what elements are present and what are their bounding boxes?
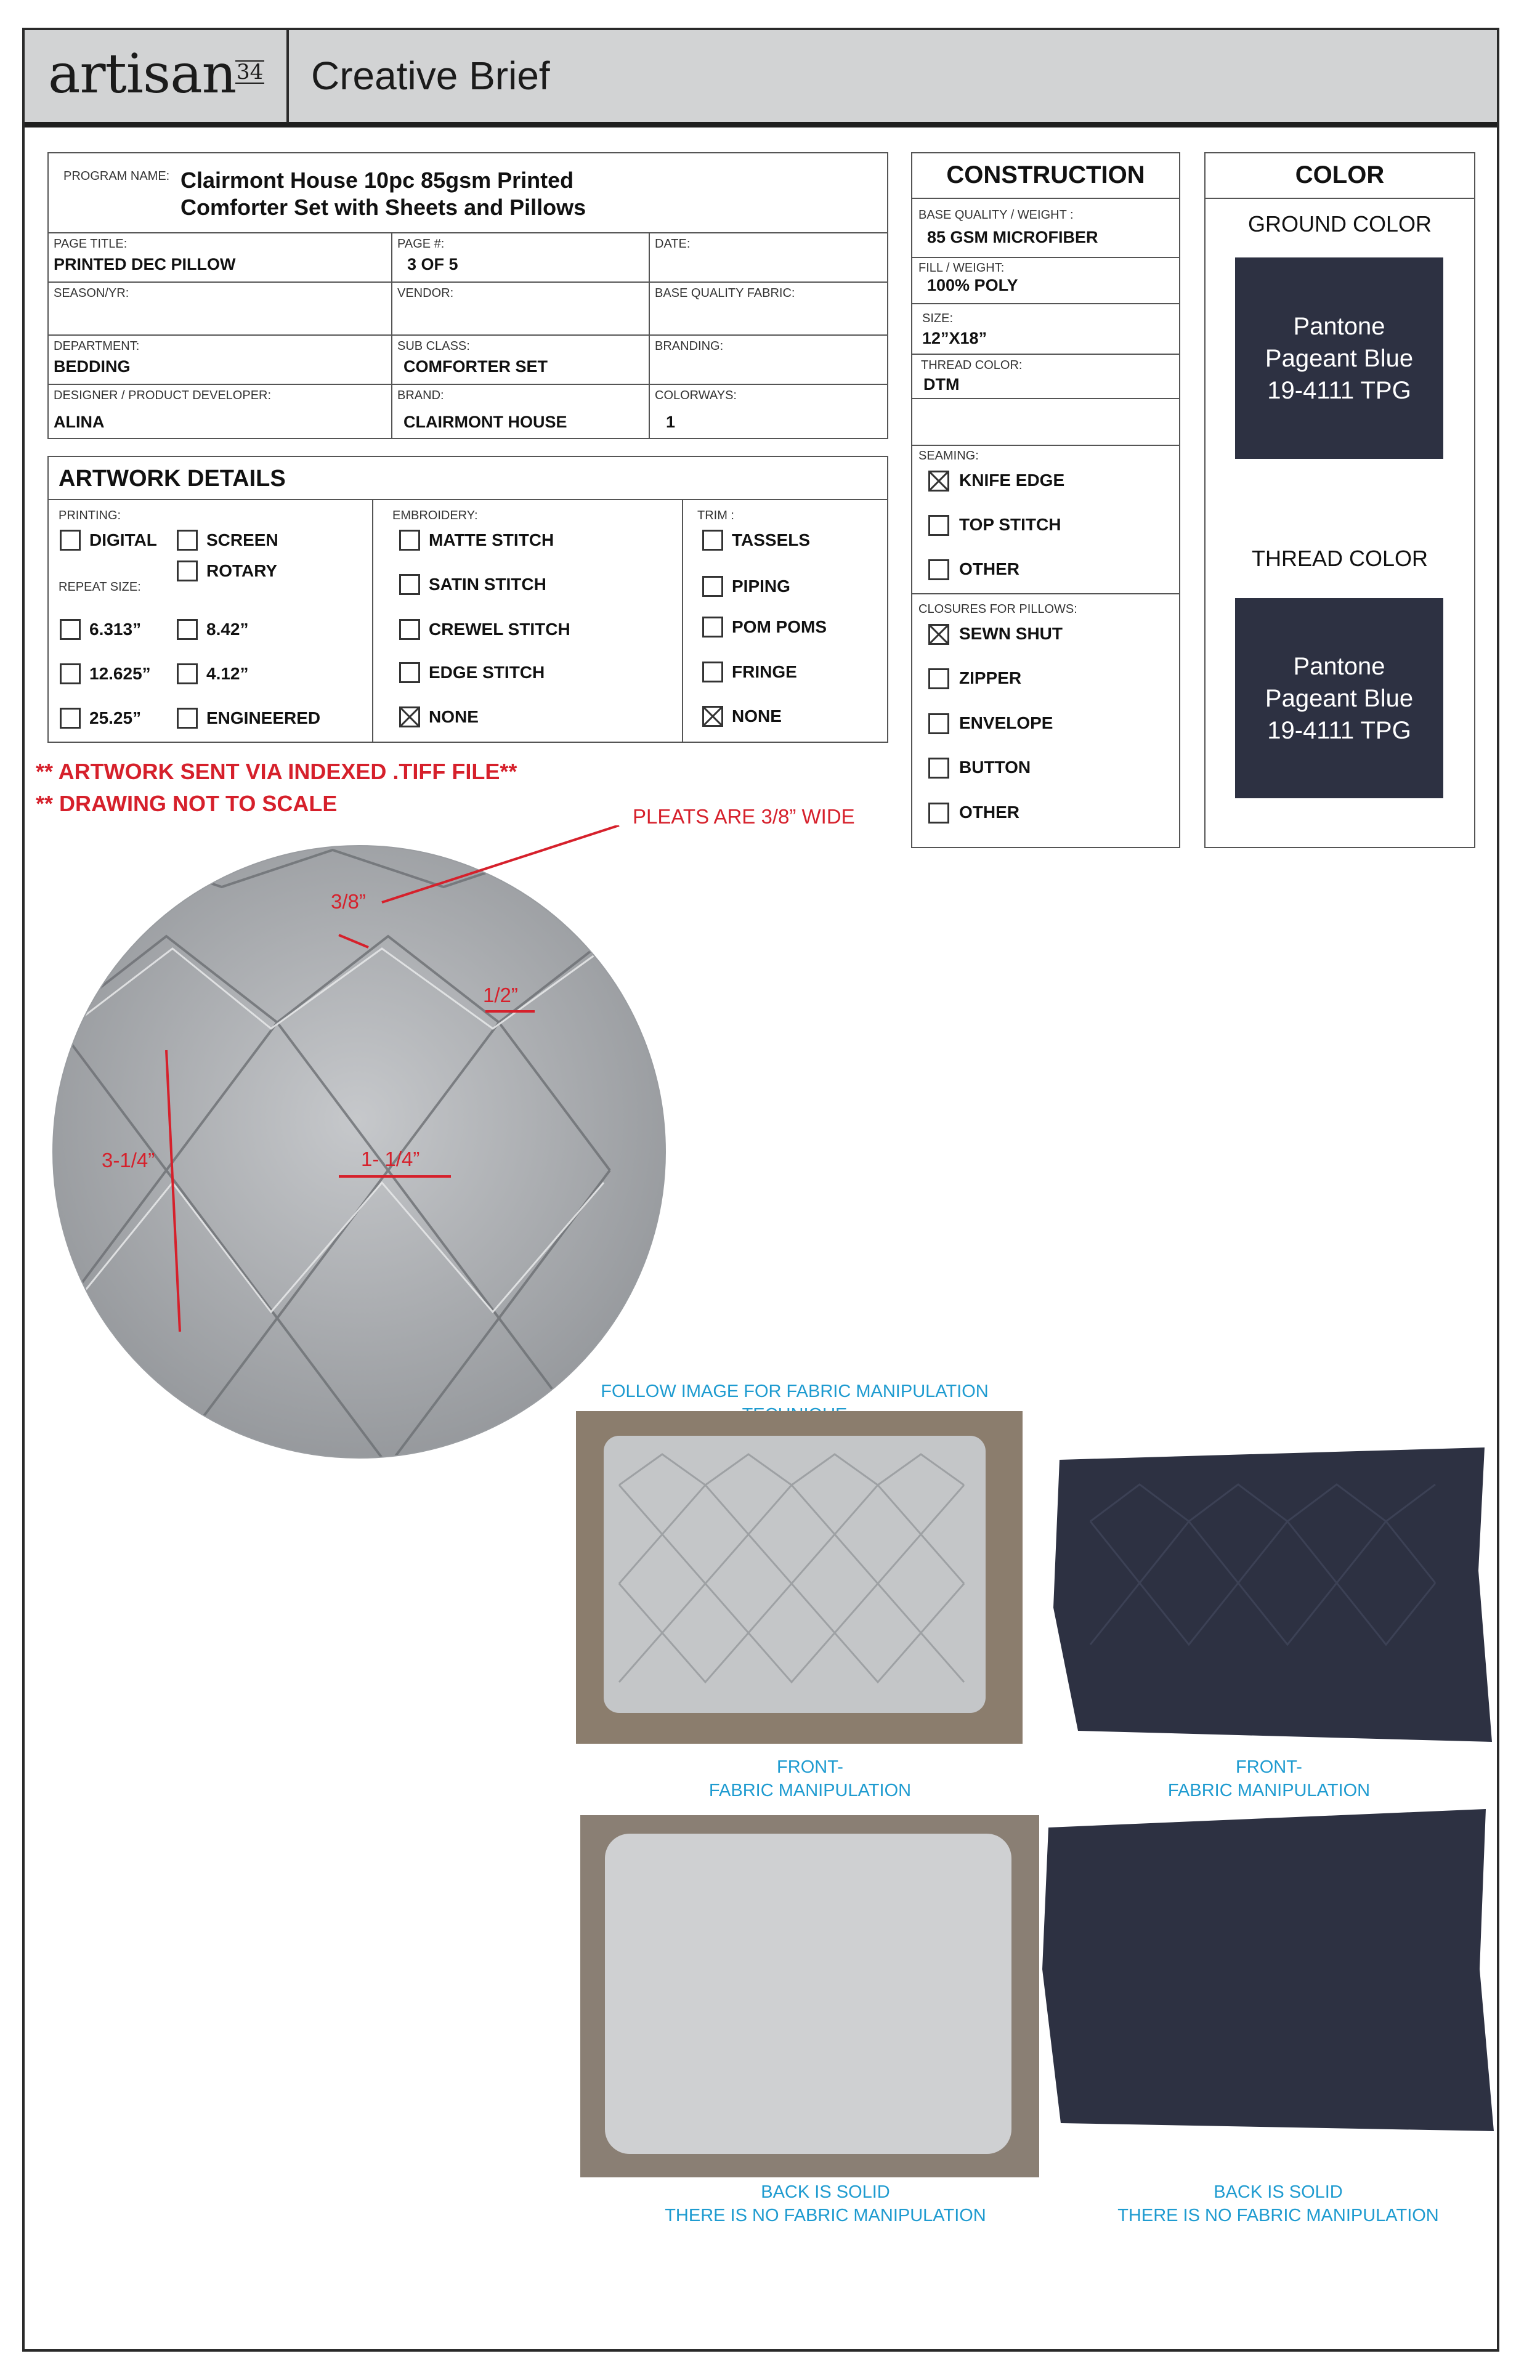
matte-stitch-checkbox[interactable] (399, 530, 420, 551)
back-gray-caption (616, 2180, 1035, 2227)
swatch2-line2: Pageant Blue (1265, 684, 1414, 712)
brand-label: BRAND: (397, 389, 444, 402)
base-quality-value: 85 GSM MICROFIBER (927, 228, 1098, 246)
matte-stitch-label: MATTE STITCH (429, 530, 554, 549)
ground-color-label: GROUND COLOR (1247, 211, 1432, 237)
screen-checkbox[interactable] (177, 530, 198, 551)
follow-image-caption: FOLLOW IMAGE FOR FABRIC MANIPULATION (601, 1382, 989, 1401)
front-navy-caption (1096, 1755, 1441, 1802)
printing-label: PRINTING: (59, 509, 121, 522)
construction-title-rule (911, 198, 1180, 199)
closure-other-label: OTHER (959, 803, 1019, 822)
color-title-rule (1204, 198, 1475, 199)
swatch1-line1: Pantone (1293, 312, 1385, 340)
measure-1-2: 1/2” (483, 984, 518, 1006)
repeat-12625-checkbox[interactable] (60, 663, 81, 684)
engineered-checkbox[interactable] (177, 708, 198, 729)
envelope-checkbox[interactable] (928, 713, 949, 734)
artwork-title: ARTWORK DETAILS (59, 466, 286, 492)
front-gray-caption-line1: FRONT- (777, 1757, 843, 1777)
fringe-label: FRINGE (732, 662, 797, 681)
top-stitch-checkbox[interactable] (928, 515, 949, 536)
repeat-412-label: 4.12” (206, 664, 249, 683)
check-x-icon (930, 626, 947, 643)
zipper-checkbox[interactable] (928, 668, 949, 689)
page-title-cell (48, 233, 392, 282)
embroidery-none-checkbox[interactable] (399, 706, 420, 727)
thread-color-label: THREAD COLOR: (921, 358, 1023, 372)
page-title-label: PAGE TITLE: (54, 237, 128, 251)
piping-label: PIPING (732, 577, 790, 596)
designer-label: DESIGNER / PRODUCT DEVELOPER: (54, 389, 272, 402)
button-checkbox[interactable] (928, 758, 949, 779)
department-value: BEDDING (54, 357, 131, 376)
base-quality-label: BASE QUALITY / WEIGHT : (918, 208, 1074, 222)
brand-logo-number: 34 (237, 60, 264, 84)
date-label: DATE: (655, 237, 691, 251)
trim-none-checkbox[interactable] (702, 706, 723, 727)
brand-cell (392, 384, 649, 439)
repeat-2525-checkbox[interactable] (60, 708, 81, 729)
vendor-label: VENDOR: (397, 286, 454, 300)
subclass-label: SUB CLASS: (397, 339, 470, 353)
repeat-842-checkbox[interactable] (177, 619, 198, 640)
satin-stitch-label: SATIN STITCH (429, 575, 546, 594)
digital-checkbox[interactable] (60, 530, 81, 551)
construction-rule-2 (911, 303, 1180, 304)
construction-title: CONSTRUCTION (946, 161, 1145, 188)
seaming-label: SEAMING: (918, 449, 979, 463)
front-navy-pillow-photo (1053, 1447, 1492, 1742)
pleats-note: PLEATS ARE 3/8” WIDE (633, 805, 855, 828)
brand-value: CLAIRMONT HOUSE (403, 413, 567, 431)
ground-color-swatch (1235, 257, 1443, 459)
construction-rule-1 (911, 257, 1180, 258)
repeat-412-checkbox[interactable] (177, 663, 198, 684)
branding-cell (649, 335, 888, 384)
thread-color-value: DTM (923, 375, 960, 394)
digital-label: DIGITAL (89, 530, 157, 549)
brand-logo: artisan (48, 42, 237, 105)
back-navy-caption (1069, 2180, 1488, 2227)
colorways-value: 1 (666, 413, 676, 431)
page-title: Creative Brief (311, 54, 550, 98)
date-cell (649, 233, 888, 282)
branding-label: BRANDING: (655, 339, 724, 353)
pom-poms-label: POM POMS (732, 617, 827, 636)
vendor-cell (392, 282, 649, 335)
crewel-stitch-checkbox[interactable] (399, 619, 420, 640)
knife-edge-checkbox[interactable] (928, 471, 949, 492)
artwork-file-note: ** ARTWORK SENT VIA INDEXED .TIFF FILE** (36, 759, 517, 784)
subclass-cell (392, 335, 649, 384)
repeat-6313-label: 6.313” (89, 620, 142, 639)
sewn-shut-label: SEWN SHUT (959, 624, 1063, 643)
page-num-value: 3 OF 5 (407, 255, 458, 273)
subclass-value: COMFORTER SET (403, 357, 548, 376)
seaming-other-checkbox[interactable] (928, 559, 949, 580)
tassels-label: TASSELS (732, 530, 811, 549)
program-name-line2: Comforter Set with Sheets and Pillows (180, 195, 586, 220)
swatch2-line3: 19-4111 TPG (1267, 716, 1411, 744)
fabric-detail-circle (31, 825, 684, 1466)
page-num-cell (392, 233, 649, 282)
swatch2-line1: Pantone (1293, 652, 1385, 680)
check-x-icon (704, 708, 721, 725)
header-rule (25, 122, 1497, 127)
trim-none-label: NONE (732, 706, 782, 726)
sewn-shut-checkbox[interactable] (928, 624, 949, 645)
back-navy-pillow-photo (1042, 1809, 1494, 2131)
base-fabric-label: BASE QUALITY FABRIC: (655, 286, 795, 300)
color-title: COLOR (1295, 161, 1385, 188)
back-gray-pillow-photo (580, 1815, 1039, 2177)
construction-rule-4 (911, 398, 1180, 399)
artwork-col-divider-1 (372, 499, 373, 743)
rotary-label: ROTARY (206, 561, 278, 580)
embroidery-none-label: NONE (429, 707, 479, 726)
measure-3-8: 3/8” (331, 890, 366, 913)
repeat-size-label: REPEAT SIZE: (59, 580, 141, 594)
swatch1-line2: Pageant Blue (1265, 344, 1414, 372)
program-info-table (47, 152, 888, 439)
repeat-2525-label: 25.25” (89, 708, 142, 727)
colorways-cell (649, 384, 888, 439)
button-label: BUTTON (959, 758, 1031, 777)
screen-label: SCREEN (206, 530, 278, 549)
thread-color-swatch-label: THREAD COLOR (1251, 546, 1429, 571)
size-label: SIZE: (922, 312, 954, 325)
artwork-col-divider-2 (682, 499, 683, 743)
check-x-icon (401, 708, 418, 726)
season-label: SEASON/YR: (54, 286, 129, 300)
department-label: DEPARTMENT: (54, 339, 140, 353)
department-cell (48, 335, 392, 384)
program-name-line1: Clairmont House 10pc 85gsm Printed (180, 168, 574, 193)
designer-cell (48, 384, 392, 439)
thread-color-swatch (1235, 598, 1443, 798)
logo-divider (286, 30, 289, 123)
construction-rule-5 (911, 445, 1180, 446)
satin-stitch-checkbox[interactable] (399, 574, 420, 595)
closure-other-checkbox[interactable] (928, 803, 949, 824)
envelope-label: ENVELOPE (959, 713, 1053, 732)
front-gray-caption-line2: FABRIC MANIPULATION (708, 1781, 912, 1800)
repeat-6313-checkbox[interactable] (60, 619, 81, 640)
drawing-scale-note: ** DRAWING NOT TO SCALE (36, 791, 338, 816)
back-navy-caption-line2: THERE IS NO FABRIC MANIPULATION (1117, 2206, 1439, 2225)
page-num-label: PAGE #: (397, 237, 445, 251)
check-x-icon (930, 472, 947, 490)
back-gray-caption-line1: BACK IS SOLID (761, 2182, 890, 2202)
measure-1-1-4: 1- 1/4” (361, 1148, 420, 1170)
size-value: 12”X18” (922, 329, 987, 347)
back-gray-caption-line2: THERE IS NO FABRIC MANIPULATION (665, 2206, 986, 2225)
program-name-cell (48, 153, 888, 233)
knife-edge-label: KNIFE EDGE (959, 471, 1065, 490)
edge-stitch-checkbox[interactable] (399, 662, 420, 683)
front-navy-caption-line1: FRONT- (1236, 1757, 1302, 1777)
trim-label: TRIM : (697, 509, 734, 522)
engineered-label: ENGINEERED (206, 708, 321, 727)
measure-3-1-4: 3-1/4” (102, 1149, 155, 1172)
fill-weight-value: 100% POLY (927, 276, 1018, 294)
fringe-checkbox[interactable] (702, 662, 723, 682)
front-navy-caption-line2: FABRIC MANIPULATION (1167, 1781, 1371, 1800)
front-gray-pillow-photo (576, 1411, 1023, 1744)
crewel-stitch-label: CREWEL STITCH (429, 620, 570, 639)
season-cell (48, 282, 392, 335)
colorways-label: COLORWAYS: (655, 389, 737, 402)
seaming-other-label: OTHER (959, 559, 1019, 578)
fill-weight-label: FILL / WEIGHT: (918, 261, 1005, 275)
artwork-title-rule (47, 499, 888, 500)
closures-label: CLOSURES FOR PILLOWS: (918, 602, 1077, 616)
swatch1-line3: 19-4111 TPG (1267, 376, 1411, 404)
back-navy-caption-line1: BACK IS SOLID (1214, 2182, 1343, 2202)
construction-rule-3 (911, 354, 1180, 355)
zipper-label: ZIPPER (959, 668, 1022, 687)
pom-poms-checkbox[interactable] (702, 617, 723, 638)
rotary-checkbox[interactable] (177, 561, 198, 581)
edge-stitch-label: EDGE STITCH (429, 663, 545, 682)
tassels-checkbox[interactable] (702, 530, 723, 551)
repeat-12625-label: 12.625” (89, 664, 151, 683)
designer-value: ALINA (54, 413, 105, 431)
front-gray-caption (638, 1755, 983, 1802)
page-title-value: PRINTED DEC PILLOW (54, 255, 236, 273)
program-name-label: PROGRAM NAME: (63, 169, 170, 183)
embroidery-label: EMBROIDERY: (392, 509, 478, 522)
piping-checkbox[interactable] (702, 576, 723, 597)
construction-rule-6 (911, 593, 1180, 594)
base-fabric-cell (649, 282, 888, 335)
repeat-842-label: 8.42” (206, 620, 249, 639)
top-stitch-label: TOP STITCH (959, 515, 1061, 534)
